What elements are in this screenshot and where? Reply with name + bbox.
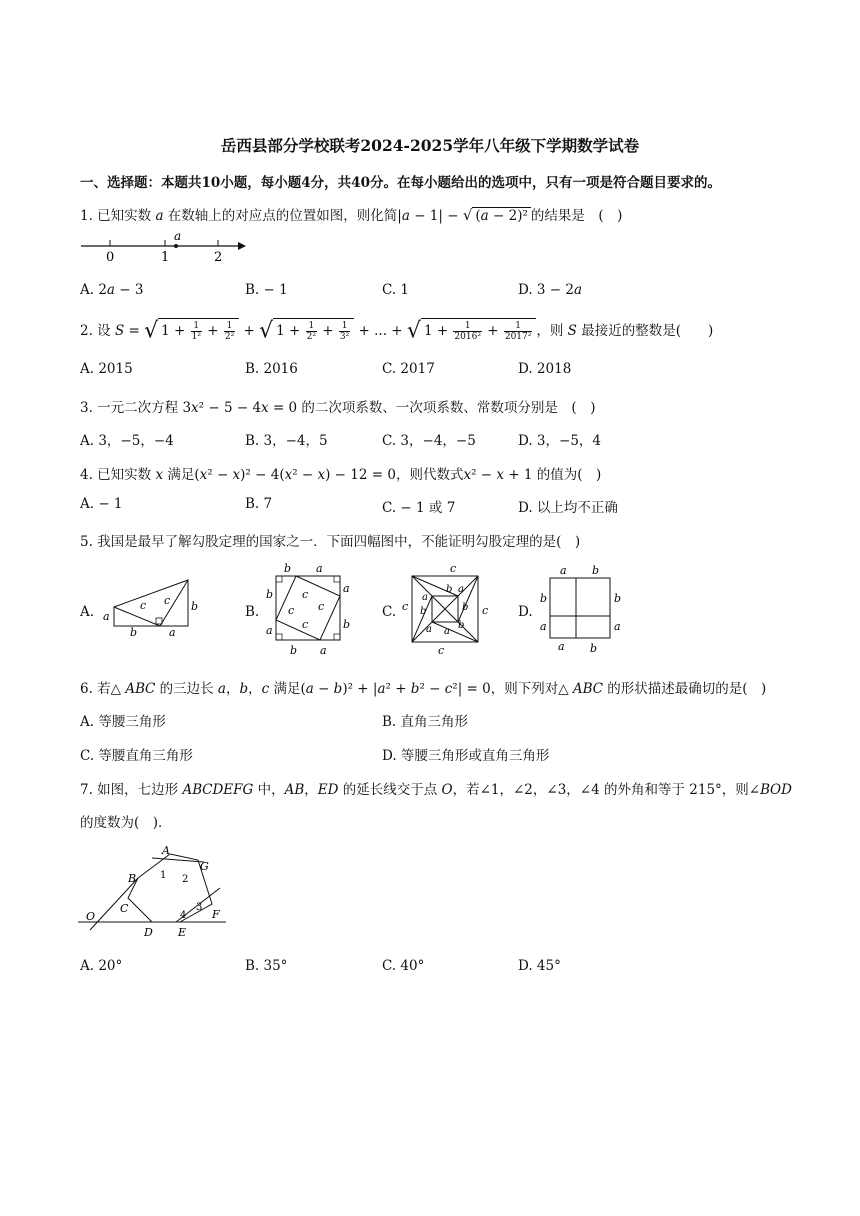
svg-text:G: G <box>200 860 209 873</box>
svg-text:B: B <box>128 872 137 885</box>
svg-text:a: a <box>426 624 432 635</box>
heptagon-figure <box>76 838 232 944</box>
q3-option-a[interactable]: A. 3，−5，−4 <box>80 433 174 449</box>
question-3: 3. 一元二次方程 3𝑥² − 5 − 4𝑥 = 0 的二次项系数、一次项系数、常数项分别是 ( ) <box>80 400 596 416</box>
svg-text:c: c <box>402 600 409 613</box>
svg-text:b: b <box>191 600 199 613</box>
svg-text:2: 2 <box>182 874 189 885</box>
q4-option-d[interactable]: D. 以上均不正确 <box>518 500 618 516</box>
q7-option-b[interactable]: B. 35° <box>245 958 288 974</box>
q2-option-b[interactable]: B. 2016 <box>245 361 298 377</box>
svg-text:b: b <box>540 592 548 605</box>
q2-option-c[interactable]: C. 2017 <box>382 361 435 377</box>
svg-text:b: b <box>290 644 298 657</box>
svg-text:b: b <box>266 588 274 601</box>
q2-option-d[interactable]: D. 2018 <box>518 361 572 377</box>
svg-text:a: a <box>558 640 565 653</box>
svg-text:b: b <box>343 618 351 631</box>
svg-text:b: b <box>420 606 427 617</box>
q2-suffix: ，则 𝑆 最接近的整数是( ) <box>536 323 714 339</box>
q2-prefix: 2. 设 𝑆 = <box>80 323 145 339</box>
svg-text:1: 1 <box>160 870 167 881</box>
q1-option-b[interactable]: B. − 1 <box>245 282 288 298</box>
svg-text:O: O <box>86 910 96 923</box>
svg-text:a: a <box>540 620 547 633</box>
svg-text:c: c <box>438 644 445 657</box>
q7-option-a[interactable]: A. 20° <box>80 958 123 974</box>
q1-option-a[interactable]: A. 2𝑎 − 3 <box>80 282 144 298</box>
figure-a-trapezoid <box>96 574 206 646</box>
q4-option-c[interactable]: C. − 1 或 7 <box>382 500 456 516</box>
svg-text:a: a <box>614 620 621 633</box>
figure-d-square <box>534 562 630 658</box>
q5-option-d[interactable]: D. <box>518 604 533 620</box>
q1-radicand: (𝑎 − 2)² <box>472 207 530 224</box>
axis-label-2: 2 <box>214 250 223 265</box>
svg-text:a: a <box>266 624 273 637</box>
q3-option-c[interactable]: C. 3，−4，−5 <box>382 433 476 449</box>
svg-text:a: a <box>458 584 464 595</box>
svg-text:a: a <box>422 592 428 603</box>
svg-text:b: b <box>458 620 465 631</box>
svg-text:a: a <box>316 562 323 575</box>
question-7-line-1: 7. 如图，七边形 𝐴𝐵𝐶𝐷𝐸𝐹𝐺 中，𝐴𝐵，𝐸𝐷 的延长线交于点 𝑂，若∠1，∠2，∠3，∠4 的外角和等于 215°，则∠𝐵𝑂𝐷 <box>80 782 792 798</box>
svg-text:3: 3 <box>196 902 203 913</box>
question-5: 5. 我国是最早了解勾股定理的国家之一．下面四幅图中，不能证明勾股定理的是( ) <box>80 534 581 550</box>
q5-option-a[interactable]: A. <box>80 604 95 620</box>
section-heading: 一、选择题：本题共10小题，每小题4分，共40分。在每小题给出的选项中，只有一项是符合题目要求的。 <box>80 175 721 191</box>
svg-text:a: a <box>103 610 110 623</box>
svg-text:b: b <box>446 584 453 595</box>
axis-label-1: 1 <box>161 250 170 265</box>
svg-text:c: c <box>140 599 147 612</box>
q2-ellipsis: + ... + <box>354 323 407 339</box>
q7-option-d[interactable]: D. 45° <box>518 958 561 974</box>
question-6: 6. 若△ 𝐴𝐵𝐶 的三边长 𝑎，𝑏，𝑐 满足(𝑎 − 𝑏)² + |𝑎² + 𝑏² − 𝑐²| = 0，则下列对△ 𝐴𝐵𝐶 的形状描述最确切的是( ) <box>80 681 767 697</box>
svg-text:a: a <box>320 644 327 657</box>
svg-text:b: b <box>130 626 138 639</box>
svg-text:a: a <box>444 626 450 637</box>
axis-label-0: 0 <box>106 250 115 265</box>
q5-option-b[interactable]: B. <box>245 604 260 620</box>
question-4: 4. 已知实数 𝑥 满足(𝑥² − 𝑥)² − 4(𝑥² − 𝑥) − 12 = 0，则代数式𝑥² − 𝑥 + 1 的值为( ) <box>80 467 602 483</box>
number-line-figure <box>78 228 248 266</box>
q7-option-c[interactable]: C. 40° <box>382 958 425 974</box>
svg-text:c: c <box>302 588 309 601</box>
q1-option-d[interactable]: D. 3 − 2𝑎 <box>518 282 583 298</box>
q6-option-b[interactable]: B. 直角三角形 <box>382 714 469 730</box>
q1-prefix: 1. 已知实数 𝑎 在数轴上的对应点的位置如图，则化简|𝑎 − 1| − <box>80 208 463 224</box>
q6-option-d[interactable]: D. 等腰三角形或直角三角形 <box>382 748 550 764</box>
svg-text:b: b <box>284 562 292 575</box>
svg-text:c: c <box>318 600 325 613</box>
svg-text:b: b <box>614 592 622 605</box>
page-title: 岳西县部分学校联考2024-2025学年八年级下学期数学试卷 <box>220 136 640 155</box>
figure-c-square <box>398 562 494 658</box>
svg-text:c: c <box>288 604 295 617</box>
svg-text:A: A <box>162 844 170 857</box>
svg-text:b: b <box>592 564 600 577</box>
svg-text:E: E <box>178 926 187 939</box>
svg-text:C: C <box>120 902 129 915</box>
svg-text:F: F <box>212 908 220 921</box>
svg-text:c: c <box>164 594 171 607</box>
svg-text:b: b <box>462 602 469 613</box>
svg-text:a: a <box>560 564 567 577</box>
question-1: 1. 已知实数 𝑎 在数轴上的对应点的位置如图，则化简|𝑎 − 1| − √ (𝑎 − 2)² 的结果是 ( ) <box>80 206 623 224</box>
svg-text:a: a <box>343 582 350 595</box>
svg-text:c: c <box>302 618 309 631</box>
question-7-line-2: 的度数为( )． <box>80 815 172 831</box>
svg-text:c: c <box>482 604 489 617</box>
q4-option-a[interactable]: A. − 1 <box>80 496 123 512</box>
q6-option-c[interactable]: C. 等腰直角三角形 <box>80 748 193 764</box>
svg-text:c: c <box>450 562 457 575</box>
q3-option-b[interactable]: B. 3，−4，5 <box>245 433 328 449</box>
q2-option-a[interactable]: A. 2015 <box>80 361 133 377</box>
figure-b-square <box>262 562 358 658</box>
q3-option-d[interactable]: D. 3，−5，4 <box>518 433 602 449</box>
svg-text:b: b <box>590 642 598 655</box>
svg-text:a: a <box>169 626 176 639</box>
svg-text:4: 4 <box>180 910 187 921</box>
q1-suffix: 的结果是 ( ) <box>530 208 623 224</box>
q6-option-a[interactable]: A. 等腰三角形 <box>80 714 166 730</box>
question-2: 2. 设 𝑆 = √ 1 + $\frac{1}{\text{1²}}$ + $\frac{1}{\text{2²}}$ + √ 1 + $\frac{1}{\text{2²}}$ + $\frac{1}{\text{3²}}$ + ... + √ 1 + $\frac{1}{\text{2016²}}$ + $\frac{1}{\text{2017²}}$ ，则 𝑆 最接近的整数是( ) <box>80 318 714 344</box>
point-label-a: a <box>174 229 182 243</box>
q4-option-b[interactable]: B. 7 <box>245 496 273 512</box>
svg-text:D: D <box>144 926 153 939</box>
q5-option-c[interactable]: C. <box>382 604 397 620</box>
q1-option-c[interactable]: C. 1 <box>382 282 410 298</box>
